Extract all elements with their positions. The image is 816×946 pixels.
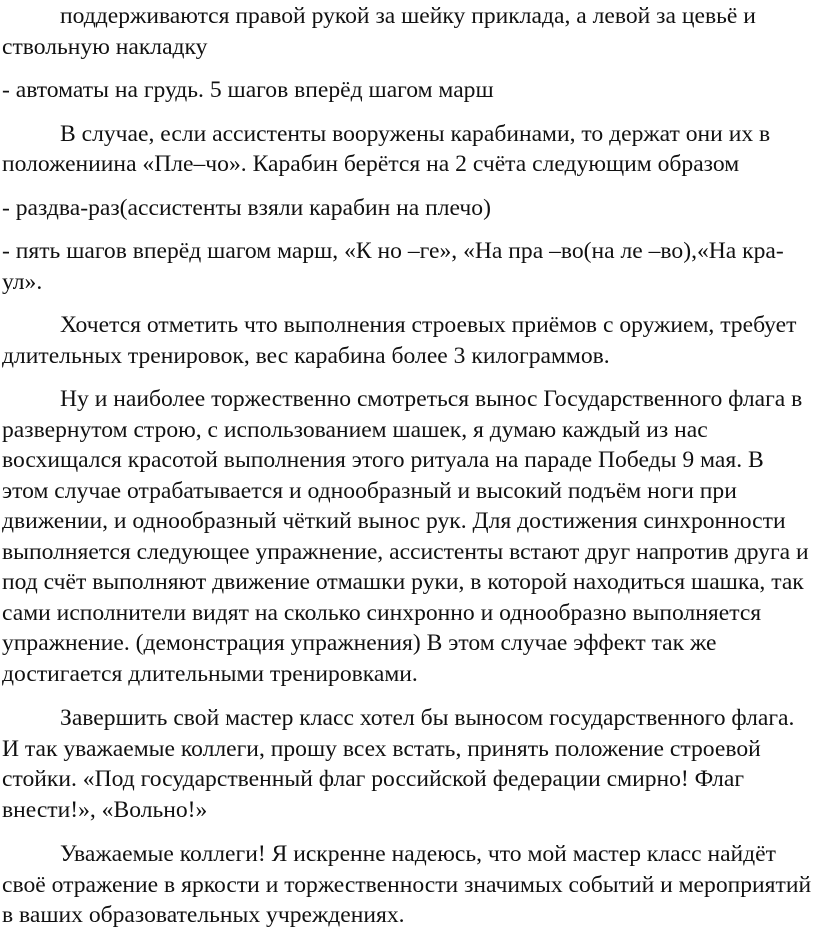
paragraph-final-wish: Уважаемые коллеги! Я искренне надеюсь, что мой мастер класс найдёт своё отражение в яркости и торжественности значимых событий и мероприятий в ваших образовательных учреждениях. <box>2 841 812 928</box>
paragraph-training-note: Хочется отметить что выполнения строевых приёмов с оружием, требует длительных тренировок, вес карабина более 3 килограммов. <box>2 312 797 369</box>
paragraph-closing-flag: Завершить свой мастер класс хотел бы выносом государственного флага. И так уважаемые коллеги, прошу всех встать, принять положение строевой стойки. «Под государственный флаг российской федерации смирно! Флаг внести!», «Вольно!» <box>2 705 795 823</box>
paragraph-flag-ceremony: Ну и наиболее торжественно смотреться вынос Государственного флага в развернутом строю, с использованием шашек, я думаю каждый из нас восхищался красотой выполнения этого ритуала на параде Победы 9 мая. В этом случае отрабатывается и однообразный и высокий подъём ноги при движении, и однообразный чёткий вынос рук. Для достижения синхронности выполняется следующее упражнение, ассистенты встают друг напротив друга и под счёт выполняют движение отмашки руки, в которой находиться шашка, так сами исполнители видят на сколько синхронно и однообразно выполняется упражнение. (демонстрация упражнения) В этом случае эффект так же достигается длительными тренировками. <box>2 386 809 687</box>
paragraph-command-chest: - автоматы на грудь. 5 шагов вперёд шагом марш <box>2 77 494 103</box>
paragraph-command-shoulder: - раздва-раз(ассистенты взяли карабин на плечо) <box>2 194 491 221</box>
paragraph-carbines: В случае, если ассистенты вооружены карабинами, то держат они их в положениина «Пле–чо». Карабин берётся на 2 счёта следующим образом <box>2 120 771 177</box>
paragraph-command-march: - пять шагов вперёд шагом марш, «К но –ге», «На пра –во(на ле –во),«На кра-ул». <box>2 238 784 295</box>
paragraph-continuation: поддерживаются правой рукой за шейку приклада, а левой за цевьё и ствольную накладку <box>2 3 756 60</box>
